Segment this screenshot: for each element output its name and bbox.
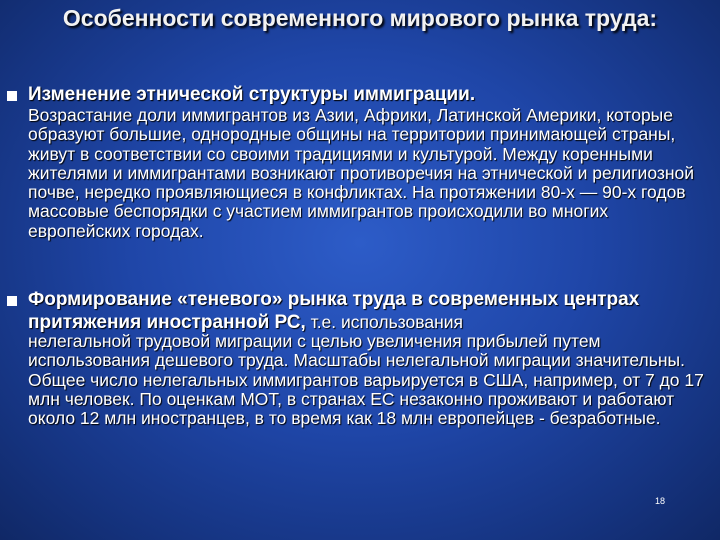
bullet-heading	[28, 289, 706, 334]
square-bullet-icon	[7, 91, 17, 101]
bullet-heading-tail: т.е. использования	[305, 312, 463, 332]
bullet-body: нелегальной трудовой миграции с целью увеличения прибылей путем использования дешевого труда. Масштабы нелегальной миграции значительны. Общее число нелегальных иммигрантов варьируется в США, например, от 7 до 17 млн человек. По оценкам МОТ, в странах ЕС незаконно проживают и работают около 12 млн иностранцев, в то время как 18 млн европейцев - безработные.	[28, 331, 704, 429]
slide-title: Особенности современного мирового рынка труда:	[62, 5, 658, 31]
square-bullet-icon	[7, 296, 17, 306]
bullet-heading-text: Формирование «теневого» рынка труда в современных центрах притяжения иностранной РС,	[28, 289, 640, 333]
bullet-body: Возрастание доли иммигрантов из Азии, Африки, Латинской Америки, которые образуют большие, однородные общины на территории принимающей страны, живут в соответствии со своими традициями и культурой. Между коренными жителями и иммигрантами возникают противоречия на этнической и религиозной почве, нередко проявляющиеся в конфликтах. На протяжении 80-х — 90-х годов массовые беспорядки с участием иммигрантов происходили во многих европейских городах.	[28, 105, 695, 241]
page-number: 18	[655, 496, 666, 506]
bullet-heading: Изменение этнической структуры иммиграции.	[28, 84, 476, 105]
